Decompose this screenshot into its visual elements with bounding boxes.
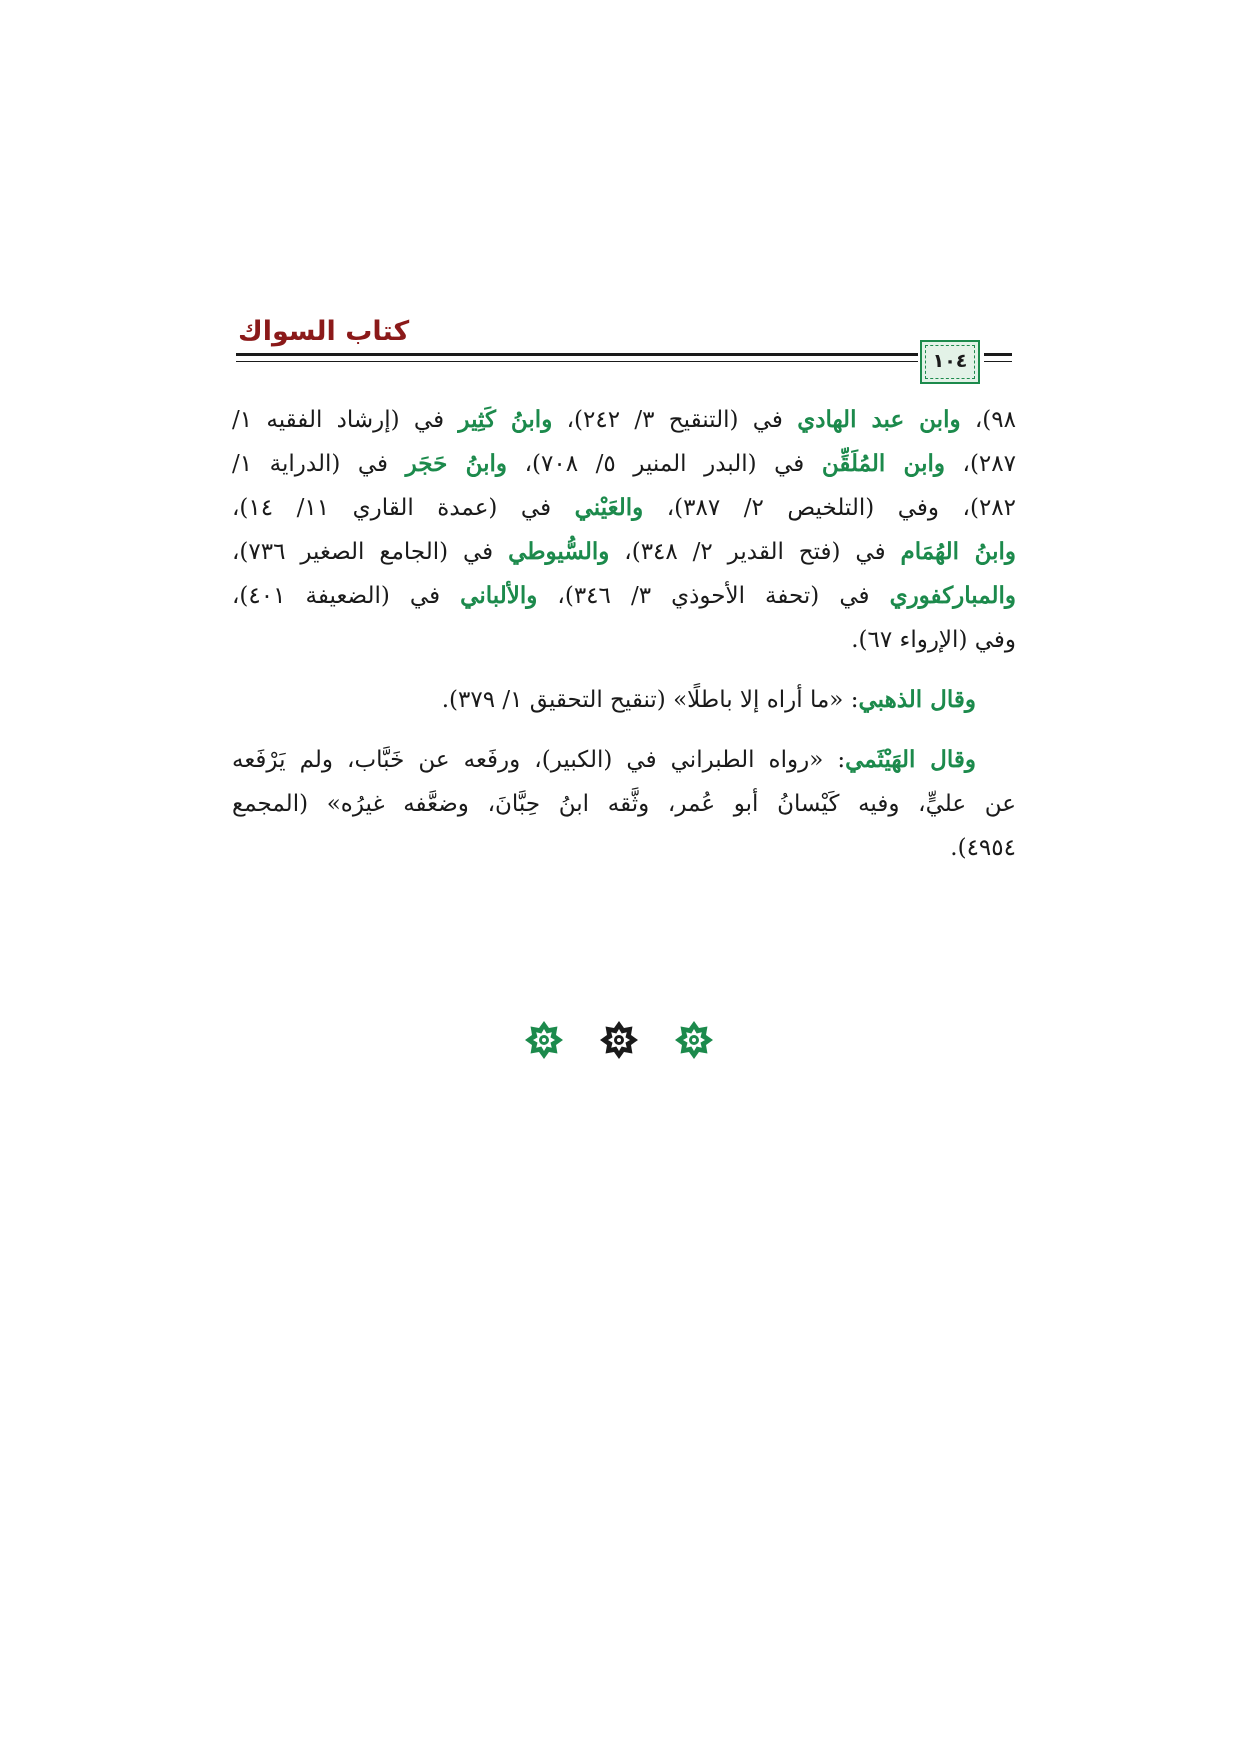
header-rule-right (984, 353, 1012, 356)
text-run: ٤٩٥٤). (950, 835, 1016, 861)
scholar-name: والألباني (460, 582, 538, 609)
scholar-name: وابن عبد الهادي (797, 406, 961, 433)
paragraph (232, 678, 1016, 722)
page-number-frame (920, 340, 980, 384)
header-rule (236, 353, 918, 356)
scholar-name: وقال الهَيْثَمي (845, 746, 976, 773)
scholar-name: وابنُ كَثِير (458, 406, 553, 433)
header-rule-right-thin (984, 361, 1012, 362)
text-run: ٩٨)، (960, 407, 1016, 433)
text-run: في (البدر المنير ٥/ ٧٠٨)، (507, 451, 822, 477)
text-run: ٢٨٢)، وفي (التلخيص ٢/ ٣٨٧)، (643, 495, 1016, 521)
paragraph (232, 398, 1016, 662)
octagram-star-icon (674, 1020, 714, 1060)
text-line (232, 486, 1016, 530)
text-run: ٢٨٧)، (944, 451, 1016, 477)
header-rule-thin (236, 361, 918, 362)
text-run: : «ما أراه إلا باطلًا» (تنقيح التحقيق ١/ ٣٧٩). (441, 687, 859, 713)
scholar-name: وابنُ الهُمَام (900, 538, 1016, 565)
scholar-name: والمباركفوري (889, 582, 1016, 609)
scholar-name: والسُّيوطي (508, 538, 610, 565)
octagram-star-icon (599, 1020, 639, 1060)
text-run: في (الجامع الصغير ٧٣٦)، (232, 539, 509, 565)
text-run: في (إرشاد الفقيه ١/ (232, 407, 459, 433)
scholar-name: وقال الذهبي (858, 686, 976, 713)
paragraph (232, 738, 1016, 870)
text-line (232, 574, 1016, 618)
scholar-name: والعَيْني (574, 494, 644, 521)
text-line (232, 618, 1016, 662)
scholar-name: وابنُ حَجَر (405, 450, 508, 477)
book-title: كتاب السواك (238, 316, 410, 347)
text-run: في (فتح القدير ٢/ ٣٤٨)، (609, 539, 901, 565)
page-number: ١٠٤ (932, 350, 968, 372)
text-line (232, 442, 1016, 486)
text-run: في (الدراية ١/ (232, 451, 406, 477)
text-line (232, 826, 1016, 870)
text-run: في (التنقيح ٣/ ٢٤٢)، (552, 407, 798, 433)
page-body (232, 398, 1016, 870)
text-line (232, 398, 1016, 442)
text-run: عن عليٍّ، وفيه كَيْسانُ أبو عُمر، وثَّقه ابنُ حِبَّانَ، وضعَّفه غيرُه» (المجمع (232, 791, 1016, 817)
paragraph-gap (232, 662, 1016, 678)
text-line (232, 738, 1016, 782)
paragraph-gap (232, 722, 1016, 738)
text-run: في (الضعيفة ٤٠١)، (232, 583, 461, 609)
section-ornaments (524, 1020, 714, 1060)
text-run: وفي (الإرواء ٦٧). (851, 627, 1016, 653)
text-run: : «رواه الطبراني في (الكبير)، ورفَعه عن خَبَّاب، ولم يَرْفَعه (232, 747, 846, 773)
text-run: في (عمدة القاري ١١/ ١٤)، (232, 495, 575, 521)
text-line (232, 782, 1016, 826)
octagram-star-icon (524, 1020, 564, 1060)
text-run: في (تحفة الأحوذي ٣/ ٣٤٦)، (537, 583, 890, 609)
text-line (232, 678, 1016, 722)
text-line (232, 530, 1016, 574)
page-header (236, 312, 1012, 388)
scholar-name: وابن المُلَقِّن (821, 450, 945, 477)
